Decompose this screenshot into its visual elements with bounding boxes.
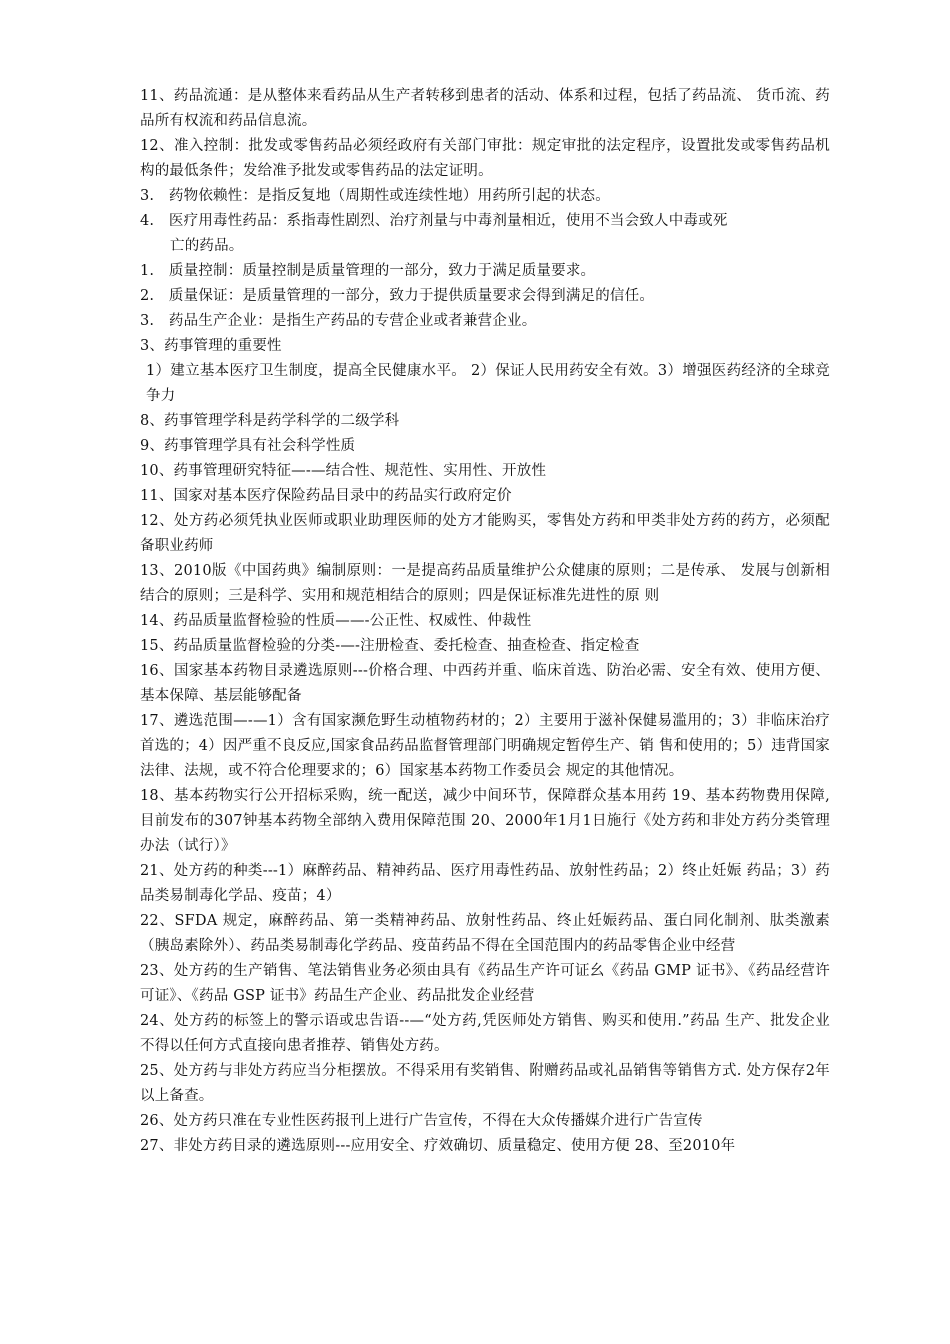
para-17: 15、药品质量监督检验的分类-—-注册检查、委托检查、抽查检查、指定检查: [140, 638, 640, 654]
para-18: 16、国家基本药物目录遴选原则---价格合理、中西药并重、临床首选、防治必需、安全有效、使用方便、基本保障、基层能够配备: [140, 663, 830, 704]
para-23: 23、处方药的生产销售、笔法销售业务必须由具有《药品生产许可证幺《药品 GMP 证书》、《药品经营许可证》、《药品 GSP 证书》药品生产企业、药品批发企业经营: [140, 963, 830, 1004]
para-5: 1. 质量控制：质量控制是质量管理的一部分，致力于满足质量要求。: [140, 263, 596, 279]
para-3: 3. 药物依赖性：是指反复地（周期性或连续性地）用药所引起的状态。: [140, 188, 610, 204]
para-14: 12、处方药必须凭执业医师或职业助理医师的处方才能购买，零售处方药和甲类非处方药的药方，必须配备职业药师: [140, 513, 830, 554]
para-9: 1）建立基本医疗卫生制度，提高全民健康水平。 2）保证人民用药安全有效。3）增强医药经济的全球竞争力: [146, 363, 830, 404]
para-2: 12、准入控制：批发或零售药品必须经政府有关部门审批：规定审批的法定程序，设置批发或零售药品机构的最低条件；发给准予批发或零售药品的法定证明。: [140, 138, 830, 179]
para-1: 11、药品流通：是从整体来看药品从生产者转移到患者的活动、体系和过程，包括了药品流、 货币流、药品所有权流和药品信息流。: [140, 88, 830, 129]
para-4-cont: 亡的药品。: [170, 238, 244, 254]
para-4: 4. 医疗用毒性药品：系指毒性剧烈、治疗剂量与中毒剂量相近，使用不当会致人中毒或死: [140, 213, 728, 229]
para-22: 22、SFDA 规定，麻醉药品、第一类精神药品、放射性药品、终止妊娠药品、蛋白同化制剂、肽类激素（胰岛素除外）、药品类易制毒化学药品、疫苗药品不得在全国范围内的药品零售企业中经营: [140, 913, 830, 954]
para-12: 10、药事管理研究特征—-—结合性、规范性、实用性、开放性: [140, 463, 547, 479]
para-7: 3. 药品生产企业：是指生产药品的专营企业或者兼营企业。: [140, 313, 537, 329]
para-10: 8、药事管理学科是药学科学的二级学科: [140, 413, 400, 429]
para-25: 25、处方药与非处方药应当分柜摆放。不得采用有奖销售、附赠药品或礼品销售等销售方式. 处方保存2年以上备查。: [140, 1063, 830, 1104]
document-page: [140, 84, 830, 1159]
para-21: 21、处方药的种类---1）麻醉药品、精神药品、医疗用毒性药品、放射性药品；2）终止妊娠 药品；3）药品类易制毒化学品、疫苗；4）: [140, 863, 830, 904]
para-19: 17、遴选范围—-—1）含有国家濒危野生动植物药材的；2）主要用于滋补保健易滥用的；3）非临床治疗首选的；4）因严重不良反应,国家食品药品监督管理部门明确规定暂停生产、销 售和使用的；5）违背国家法律、法规，或不符合伦理要求的；6）国家基本药物工作委员会 规定的其他情况。: [140, 713, 830, 779]
para-16: 14、药品质量监督检验的性质——-公正性、权威性、仲裁性: [140, 613, 532, 629]
para-6: 2. 质量保证：是质量管理的一部分，致力于提供质量要求会得到满足的信任。: [140, 288, 655, 304]
para-15: 13、2010版《中国药典》编制原则：一是提高药品质量维护公众健康的原则；二是传承、 发展与创新相结合的原则；三是科学、实用和规范相结合的原则；四是保证标准先进性的原 则: [140, 563, 830, 604]
para-27: 27、非处方药目录的遴选原则---应用安全、疗效确切、质量稳定、使用方便 28、至2010年: [140, 1138, 736, 1154]
para-11: 9、药事管理学具有社会科学性质: [140, 438, 356, 454]
para-24: 24、处方药的标签上的警示语或忠告语--—“处方药,凭医师处方销售、购买和使用.”药品 生产、批发企业不得以任何方式直接向患者推荐、销售处方药。: [140, 1013, 830, 1054]
para-20: 18、基本药物实行公开招标采购，统一配送，减少中间环节，保障群众基本用药 19、基本药物费用保障,目前发布的307钟基本药物全部纳入费用保障范围 20、2000年1月1日施行《处方药和非处方药分类管理办法（试行）》: [140, 788, 830, 854]
para-8: 3、药事管理的重要性: [140, 338, 282, 354]
para-13: 11、国家对基本医疗保险药品目录中的药品实行政府定价: [140, 488, 512, 504]
para-26: 26、处方药只准在专业性医药报刊上进行广告宣传，不得在大众传播媒介进行广告宣传: [140, 1113, 703, 1129]
